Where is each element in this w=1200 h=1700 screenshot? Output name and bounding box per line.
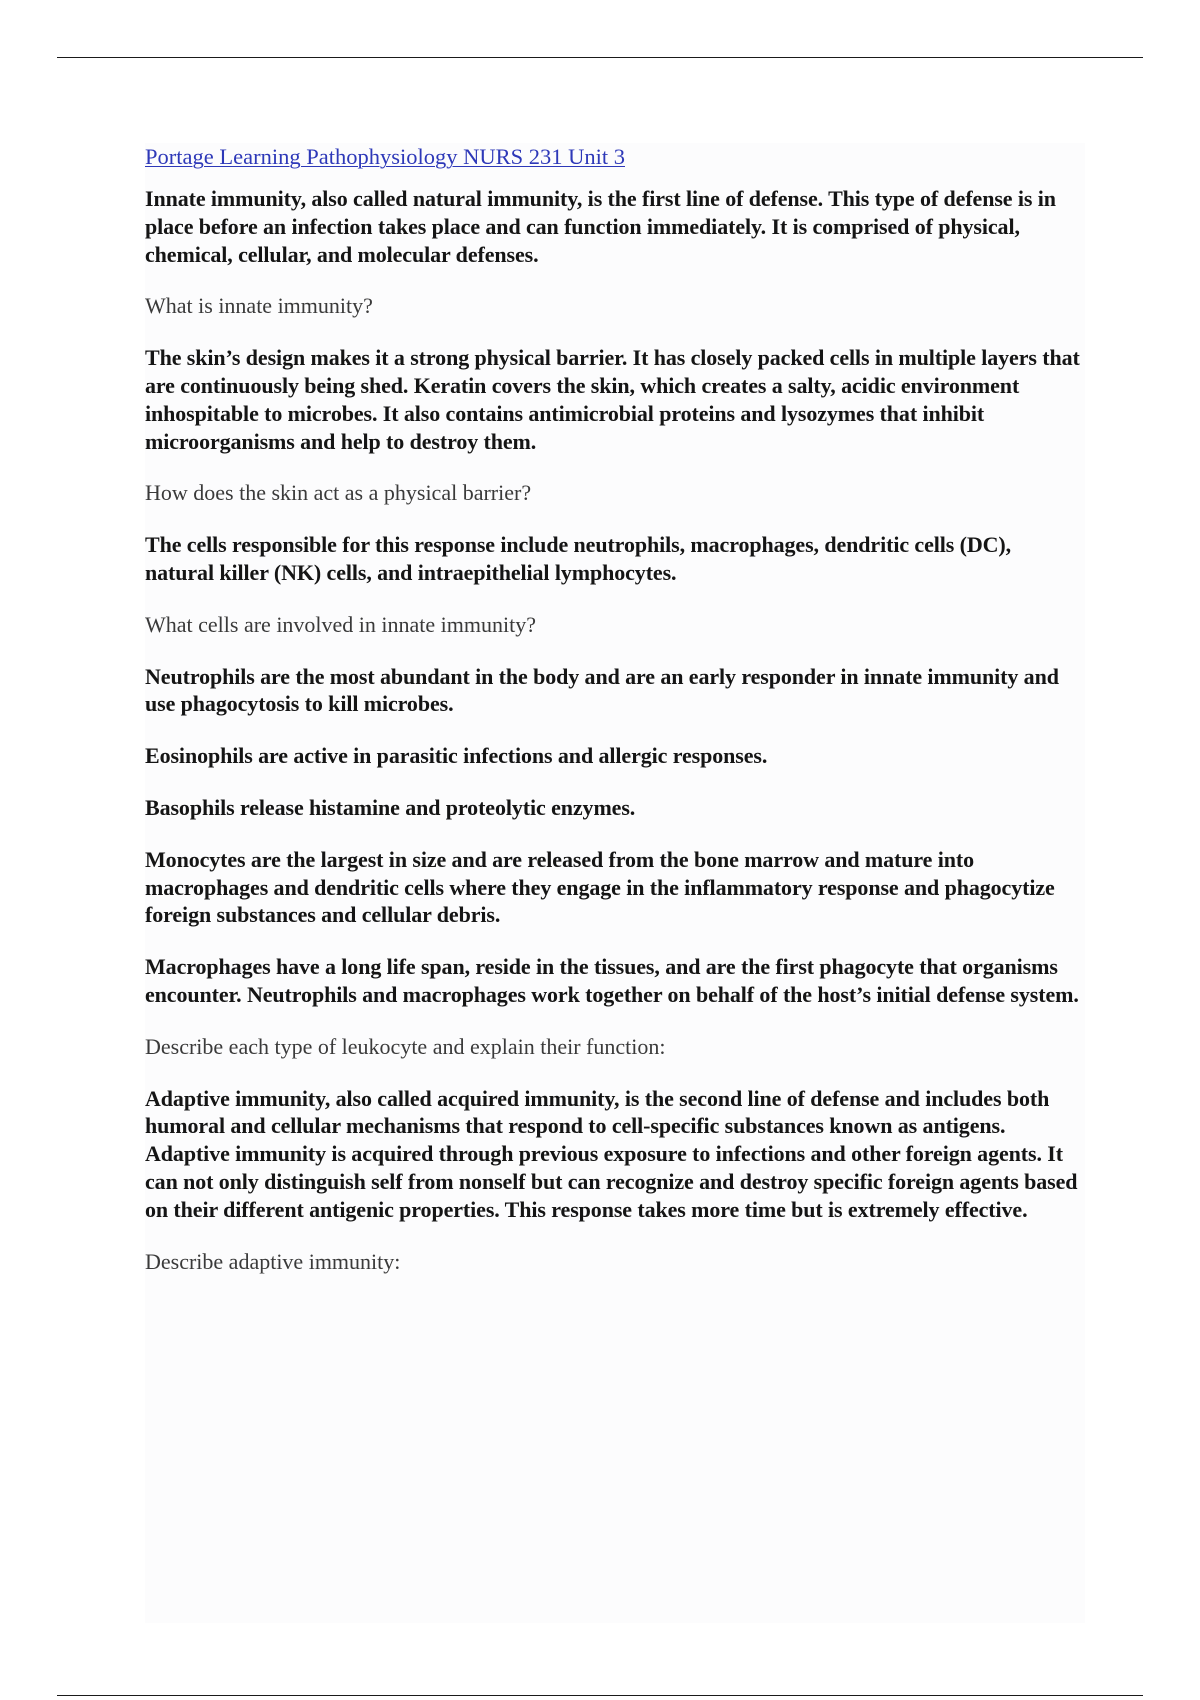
question-innate-cells: What cells are involved in innate immunity? [145,611,536,637]
answer-basophils: Basophils release histamine and proteolytic enzymes. [145,794,636,820]
question-innate-immunity: What is innate immunity? [145,293,373,319]
question-leukocytes: Describe each type of leukocyte and explain their function: [145,1033,666,1059]
answer-skin-barrier: The skin’s design makes it a strong physical barrier. It has closely packed cells in multiple layers that are continuously being shed. Keratin covers the skin, which creates a salty, acidic environment inhospitable to microbes. It also contains antimicrobial proteins and lysozymes that inhibit microorganisms and help to destroy them. [145,345,1080,454]
footer-rule [57,1695,1143,1696]
header-rule [57,57,1143,58]
answer-neutrophils: Neutrophils are the most abundant in the body and are an early responder in innate immunity and use phagocytosis to kill microbes. [145,663,1059,717]
answer-innate-cells: The cells responsible for this response include neutrophils, macrophages, dendritic cells (DC), natural killer (NK) cells, and intraepithelial lymphocytes. [145,532,1012,585]
answer-macrophages: Macrophages have a long life span, reside in the tissues, and are the first phagocyte that organisms encounter. Neutrophils and macrophages work together on behalf of the host’s initial defense system. [145,954,1079,1007]
answer-eosinophils: Eosinophils are active in parasitic infections and allergic responses. [145,743,768,769]
question-skin-barrier: How does the skin act as a physical barrier? [145,480,532,506]
document-body [145,143,1085,1623]
document-title-link[interactable]: Portage Learning Pathophysiology NURS 231 Unit 3 [145,144,625,169]
question-adaptive-immunity: Describe adaptive immunity: [145,1248,401,1274]
answer-monocytes: Monocytes are the largest in size and are released from the bone marrow and mature into macrophages and dendritic cells where they engage in the inflammatory response and phagocytize foreign substances and cellular debris. [145,846,1055,928]
answer-innate-immunity: Innate immunity, also called natural immunity, is the first line of defense. This type of defense is in place before an infection takes place and can function immediately. It is comprised of physical, chemical, cellular, and molecular defenses. [145,186,1056,267]
answer-adaptive-immunity: Adaptive immunity, also called acquired immunity, is the second line of defense and includes both humoral and cellular mechanisms that respond to cell-specific substances known as antigens. Adaptive immunity is acquired through previous exposure to infections and other foreign agents. It can not only distinguish self from nonself but can recognize and destroy specific foreign agents based on their different antigenic properties. This response takes more time but is extremely effective. [145,1085,1078,1222]
